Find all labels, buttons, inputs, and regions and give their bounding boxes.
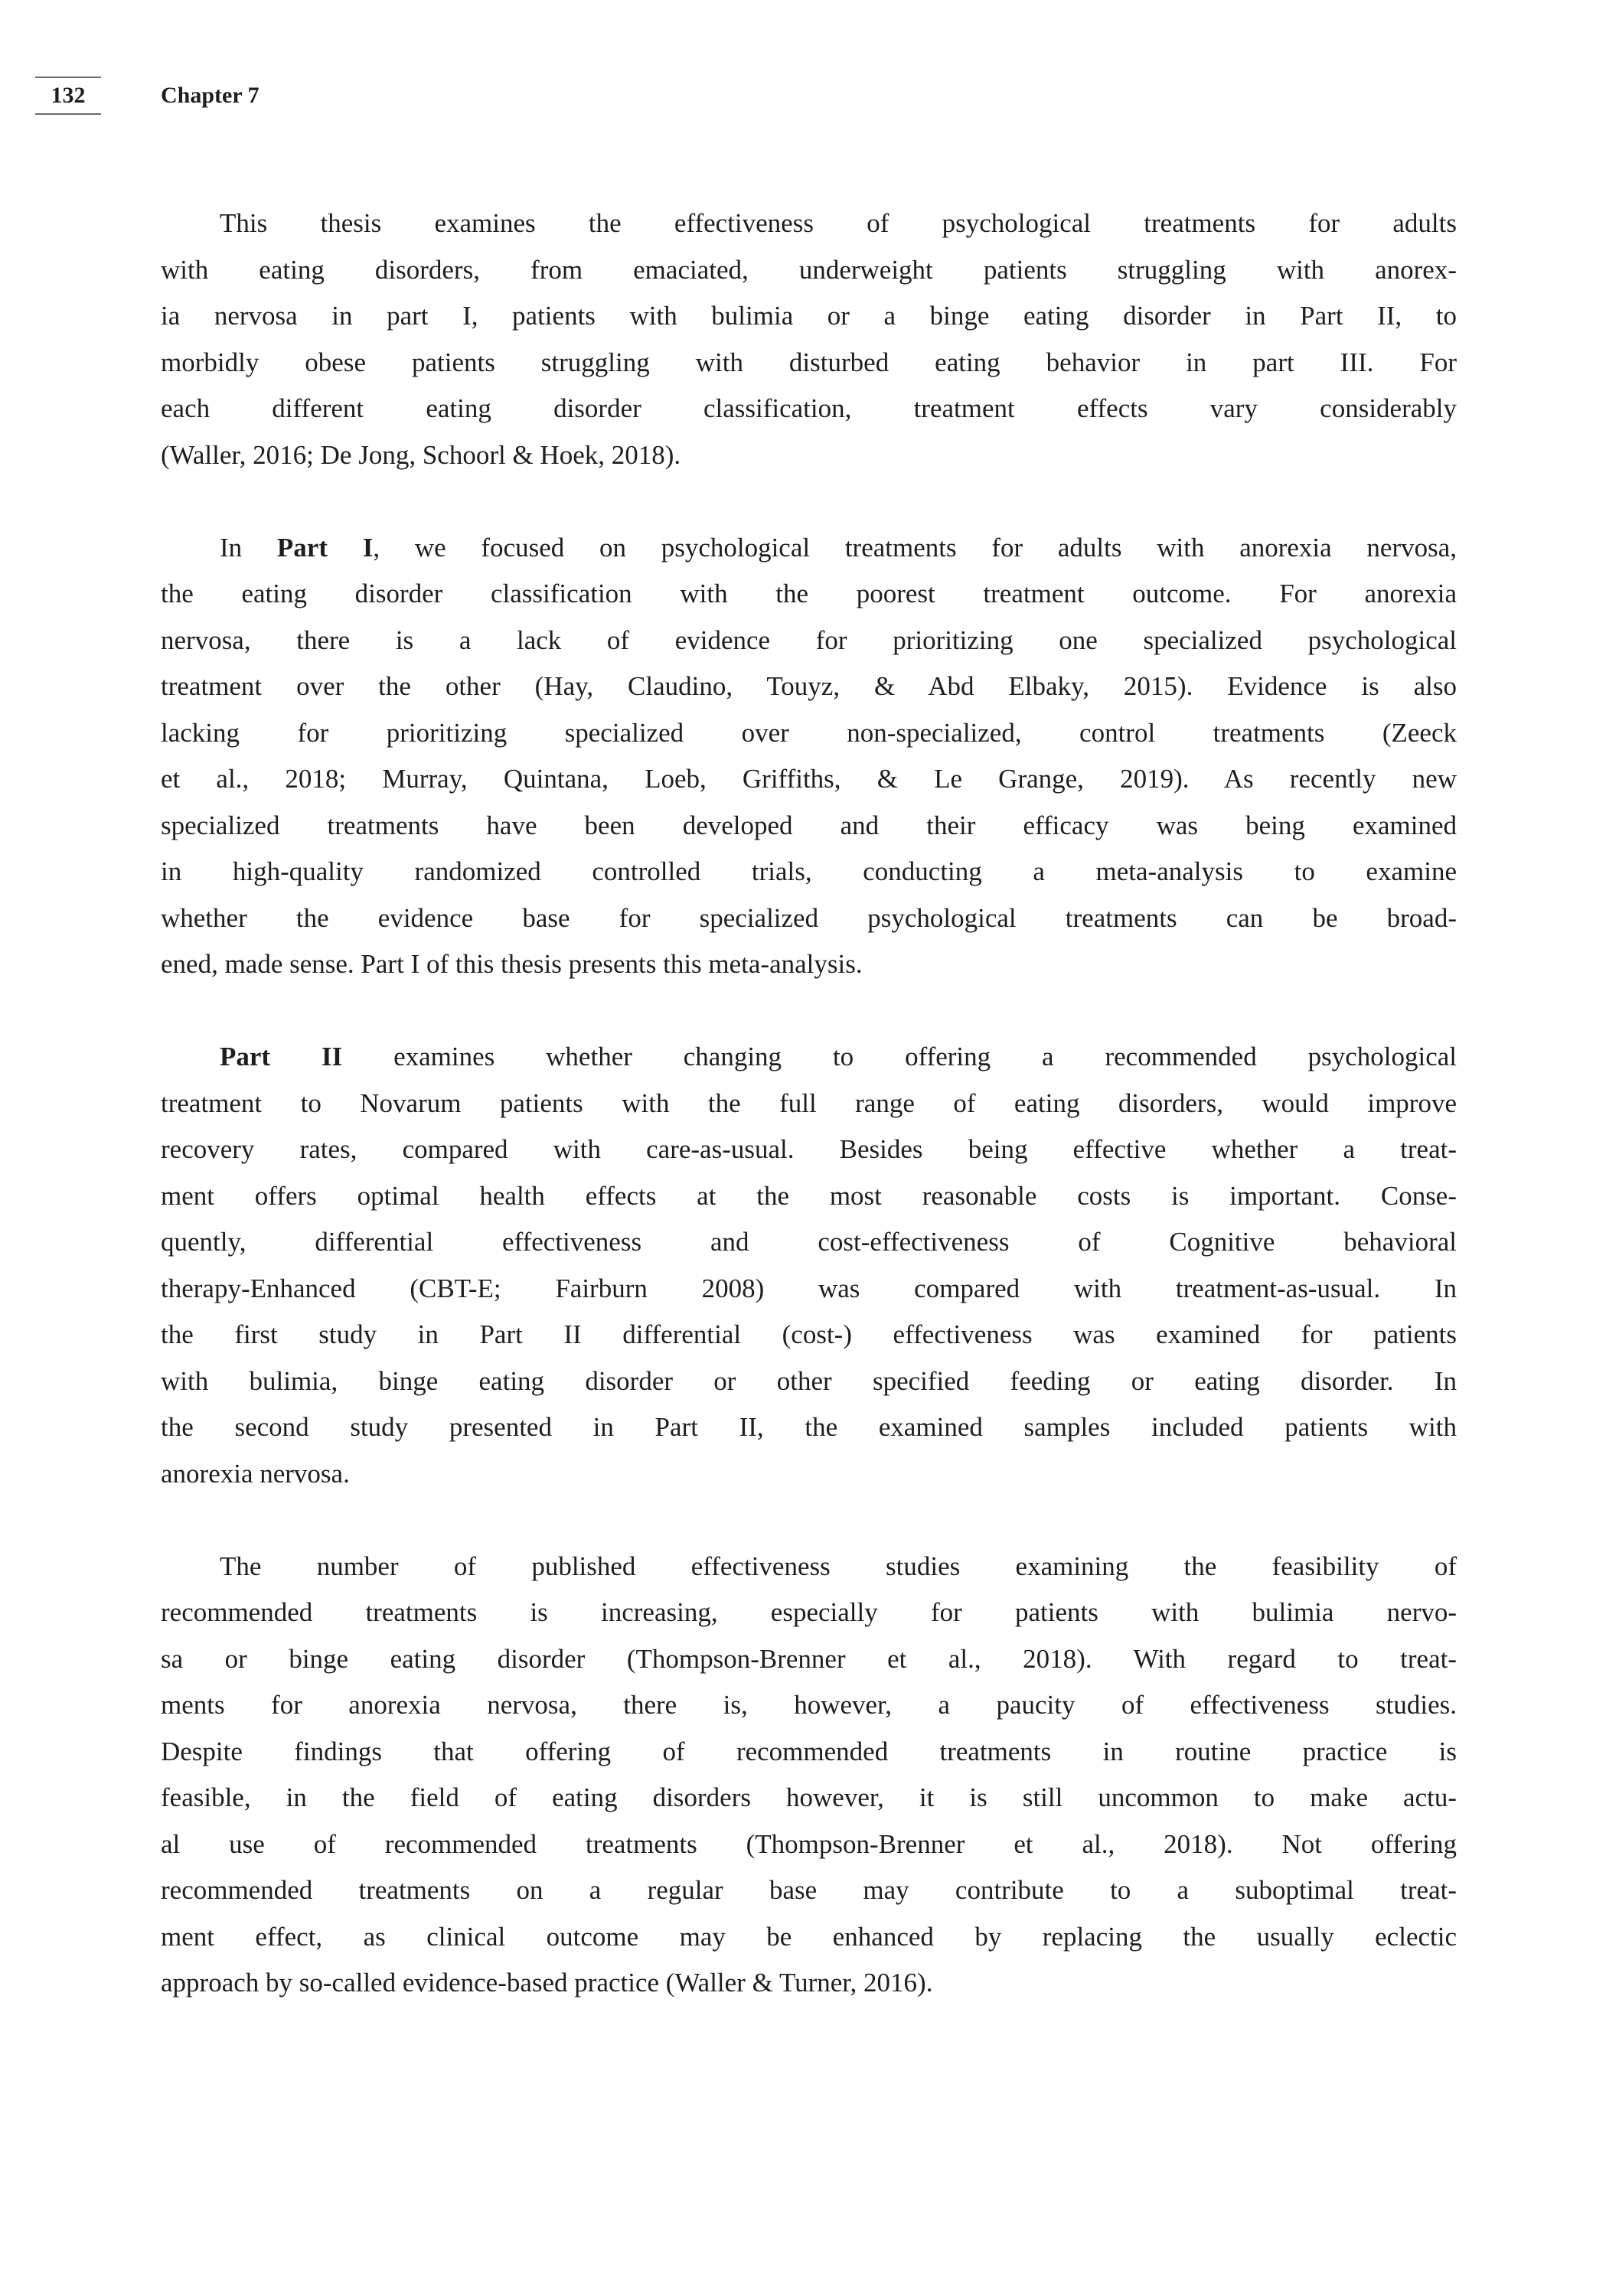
text-line: quently, differential effectiveness and cost-effectiveness of Cognitive behavioral [161, 1227, 1457, 1257]
text-line: with bulimia, binge eating disorder or other specified feeding or eating disorder. In [161, 1365, 1457, 1396]
text-run: , we focused on psychological treatments for adults with anorexia nervosa, [373, 532, 1457, 563]
text-line: ened, made sense. Part I of this thesis presents this meta-analysis. [161, 949, 863, 979]
text-line: in high-quality randomized controlled trials, conducting a meta-analysis to examine [161, 856, 1457, 886]
text-line: the first study in Part II differential (cost-) effectiveness was examined for patients [161, 1319, 1457, 1349]
text-line: recovery rates, compared with care-as-usual. Besides being effective whether a treat- [161, 1134, 1457, 1164]
text-line: ment effect, as clinical outcome may be enhanced by replacing the usually eclectic [161, 1921, 1457, 1952]
text-line: al use of recommended treatments (Thompson-Brenner et al., 2018). Not offering [161, 1828, 1457, 1859]
text-line: lacking for prioritizing specialized over non-specialized, control treatments (Zeeck [161, 717, 1457, 748]
text-line [161, 525, 1457, 572]
bold-term-part-i: Part I [276, 532, 374, 563]
text-line: ments for anorexia nervosa, there is, however, a paucity of effectiveness studies. [161, 1690, 1457, 1720]
text-run: In [220, 532, 277, 563]
running-head: Chapter 7 [161, 83, 259, 108]
text-line: recommended treatments is increasing, especially for patients with bulimia nervo- [161, 1597, 1457, 1627]
text-line: Despite findings that offering of recommended treatments in routine practice is [161, 1736, 1457, 1766]
text-line: treatment to Novarum patients with the full range of eating disorders, would improve [161, 1088, 1457, 1118]
text-line: (Waller, 2016; De Jong, Schoorl & Hoek, 2018). [161, 439, 681, 470]
text-run: examines whether changing to offering a recommended psychological [342, 1042, 1457, 1071]
paragraph-1 [161, 201, 1457, 478]
text-line: recommended treatments on a regular base may contribute to a suboptimal treat- [161, 1875, 1457, 1905]
text-line: the second study presented in Part II, the examined samples included patients with [161, 1412, 1457, 1442]
text-line: whether the evidence base for specialized psychological treatments can be broad- [161, 902, 1457, 933]
bold-term-part-ii: Part II [220, 1042, 343, 1071]
text-line: The number of published effectiveness studies examining the feasibility of [220, 1551, 1457, 1581]
text-line: feasible, in the field of eating disorders however, it is still uncommon to make actu- [161, 1782, 1457, 1812]
text-line: morbidly obese patients struggling with disturbed eating behavior in part III. For [161, 347, 1457, 377]
page-number [35, 77, 101, 115]
text-line: the eating disorder classification with the poorest treatment outcome. For anorexia [161, 579, 1457, 608]
text-line: ment offers optimal health effects at the most reasonable costs is important. Conse- [161, 1180, 1457, 1211]
text-line: with eating disorders, from emaciated, underweight patients struggling with anorex- [161, 254, 1457, 285]
text-line: sa or binge eating disorder (Thompson-Brenner et al., 2018). With regard to treat- [161, 1643, 1457, 1674]
text-line: treatment over the other (Hay, Claudino, Touyz, & Abd Elbaky, 2015). Evidence is also [161, 671, 1457, 701]
text-line: approach by so-called evidence-based practice (Waller & Turner, 2016). [161, 1968, 933, 1998]
text-line: ia nervosa in part I, patients with bulimia or a binge eating disorder in Part II, to [161, 301, 1457, 331]
body-text [161, 201, 1457, 2053]
text-line: et al., 2018; Murray, Quintana, Loeb, Griffiths, & Le Grange, 2019). As recently new [161, 764, 1457, 794]
text-line: anorexia nervosa. [161, 1458, 350, 1489]
text-line: each different eating disorder classification, treatment effects vary considerably [161, 393, 1457, 423]
text-line [161, 1034, 1457, 1081]
paragraph-2 [161, 525, 1457, 988]
text-line: specialized treatments have been developed and their efficacy was being examined [161, 810, 1457, 840]
paragraph-4 [161, 1544, 1457, 2007]
paragraph-3 [161, 1034, 1457, 1497]
text-line: nervosa, there is a lack of evidence for prioritizing one specialized psychological [161, 625, 1457, 655]
text-line: therapy-Enhanced (CBT-E; Fairburn 2008) was compared with treatment-as-usual. In [161, 1273, 1457, 1303]
page-number-text: 132 [51, 83, 86, 108]
text-line: This thesis examines the effectiveness of psychological treatments for adults [220, 208, 1457, 238]
